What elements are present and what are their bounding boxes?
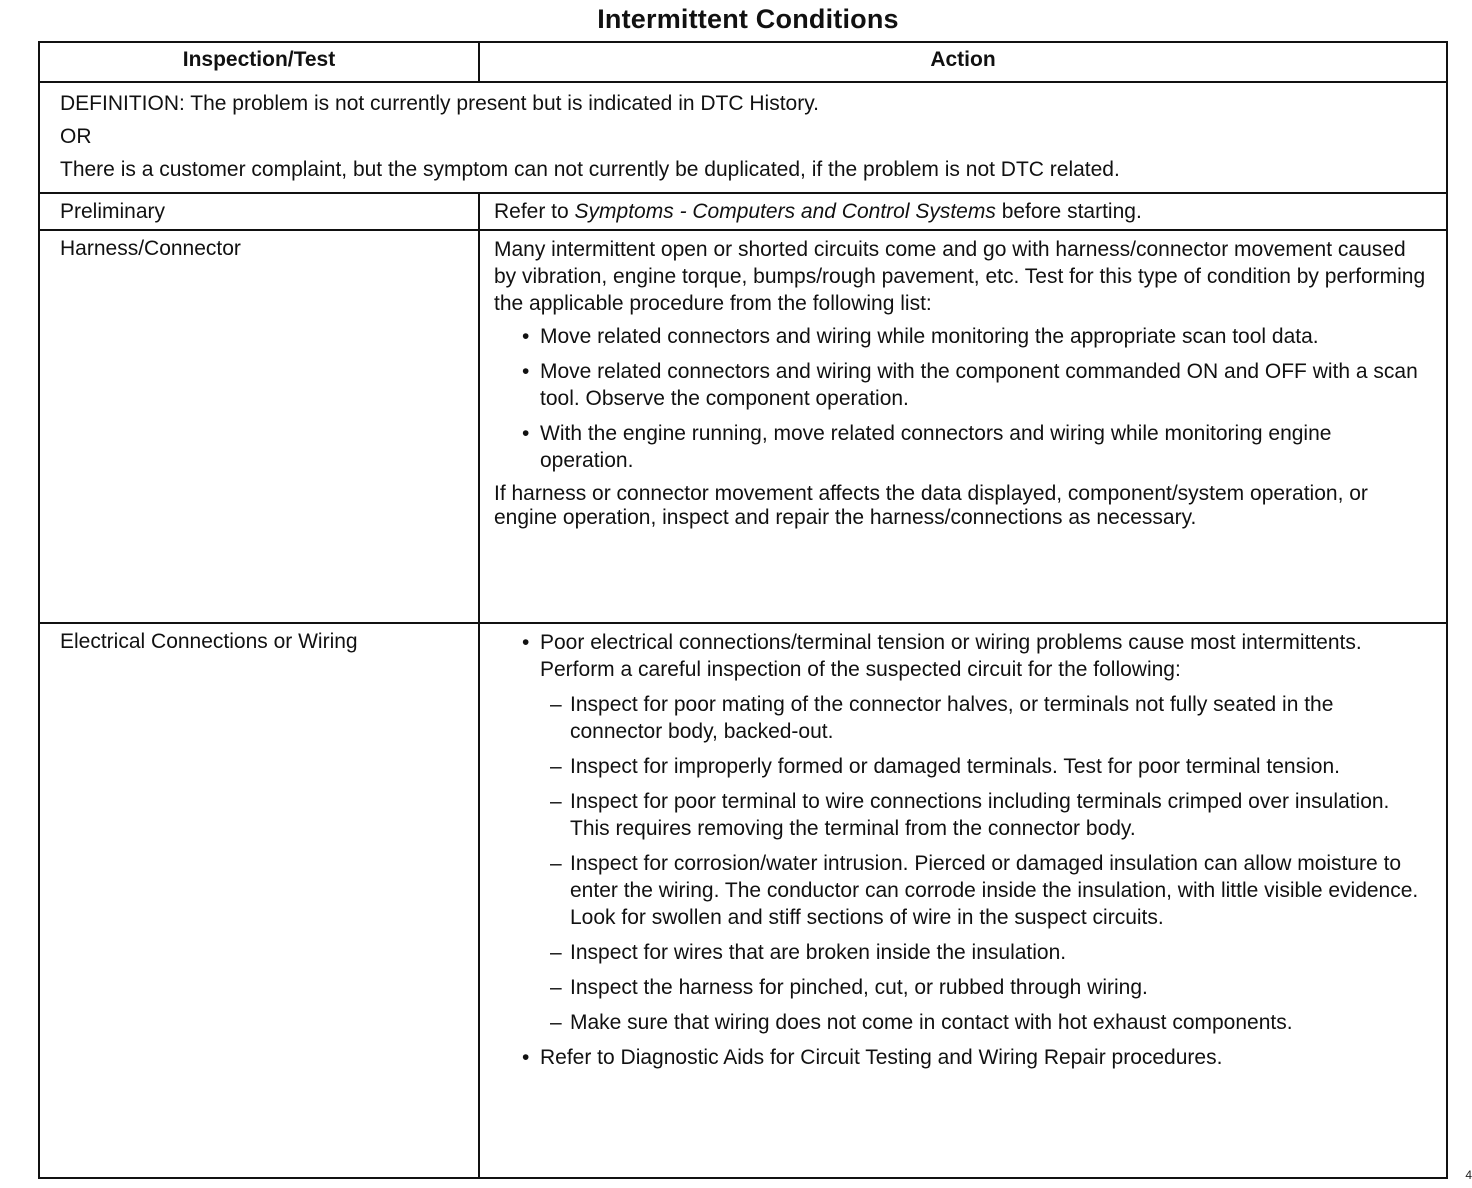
wiring-dash-text: Inspect for corrosion/water intrusion. Pierced or damaged insulation can allow moisture to enter the wiring. The conductor can corrode inside the insulation, with little visible evidence. Look for swollen and stiff sections of wire in the suspect circuits. [570,852,1419,929]
list-item [550,974,1426,1001]
electrical-connections-action [479,623,1447,1178]
preliminary-action-after: before starting. [995,200,1142,223]
wiring-dash-text: Make sure that wiring does not come in contact with hot exhaust components. [570,1011,1293,1034]
page-number: 4 [1465,1168,1472,1182]
bullet-icon: • [522,631,530,654]
list-item [550,850,1426,931]
table-header-row [39,42,1447,82]
harness-outro: If harness or connector movement affects the data displayed, component/system operation, or engine operation, inspect and repair the harness/connections as necessary. [494,482,1368,529]
table-row-electrical-connections [39,623,1447,1178]
list-item [550,691,1426,745]
preliminary-action [479,193,1447,230]
bullet-icon: • [522,325,530,348]
wiring-dash-text: Inspect for poor mating of the connector halves, or terminals not fully seated in the connector body, backed-out. [570,693,1334,743]
harness-bullet-text: With the engine running, move related connectors and wiring while monitoring engine operation. [540,422,1332,472]
wiring-bullet-text: Poor electrical connections/terminal tension or wiring problems cause most intermittents. Perform a careful inspection of the suspected circuit for the following: [540,631,1362,681]
dash-icon: – [550,755,562,778]
header-inspection-test: Inspection/Test [39,42,479,82]
wiring-dash-text: Inspect for wires that are broken inside the insulation. [570,941,1067,964]
list-item [550,753,1426,780]
dash-icon: – [550,693,562,716]
dash-icon: – [550,941,562,964]
list-item [522,1044,1426,1071]
definition-row [39,82,1447,193]
list-item [522,420,1426,474]
wiring-dash-text: Inspect for improperly formed or damaged terminals. Test for poor terminal tension. [570,755,1340,778]
table-row-harness-connector [39,230,1447,623]
wiring-dash-list [540,691,1426,1036]
preliminary-action-reference: Symptoms - Computers and Control Systems [574,200,996,223]
preliminary-label: Preliminary [39,193,479,230]
bullet-icon: • [522,422,530,445]
wiring-bullet-text: Refer to Diagnostic Aids for Circuit Testing and Wiring Repair procedures. [540,1046,1223,1069]
preliminary-action-before: Refer to [494,200,575,223]
definition-or: OR [60,125,92,148]
harness-intro: Many intermittent open or shorted circuits come and go with harness/connector movement caused by vibration, engine torque, bumps/rough pavement, etc. Test for this type of condition by performing the applicable procedure from the following list: [494,238,1426,315]
intermittent-conditions-table [38,41,1448,1179]
definition-line-3: There is a customer complaint, but the symptom can not currently be duplicated, if the problem is not DTC related. [60,158,1120,181]
definition-cell [39,82,1447,193]
bullet-icon: • [522,360,530,383]
header-action: Action [479,42,1447,82]
harness-bullet-text: Move related connectors and wiring while monitoring the appropriate scan tool data. [540,325,1319,348]
page-title: Intermittent Conditions [597,4,899,34]
dash-icon: – [550,1011,562,1034]
dash-icon: – [550,852,562,875]
harness-connector-action [479,230,1447,623]
wiring-dash-text: Inspect for poor terminal to wire connections including terminals crimped over insulation. This requires removing the terminal from the connector body. [570,790,1390,840]
list-item [522,358,1426,412]
list-item [550,939,1426,966]
list-item [550,1009,1426,1036]
dash-icon: – [550,790,562,813]
definition-line-1: DEFINITION: The problem is not currently present but is indicated in DTC History. [60,92,819,115]
dash-icon: – [550,976,562,999]
list-item [522,629,1426,1036]
harness-connector-label: Harness/Connector [39,230,479,623]
harness-bullet-list [494,323,1426,474]
electrical-connections-label: Electrical Connections or Wiring [39,623,479,1178]
list-item [522,323,1426,350]
list-item [550,788,1426,842]
bullet-icon: • [522,1046,530,1069]
harness-bullet-text: Move related connectors and wiring with the component commanded ON and OFF with a scan tool. Observe the component operation. [540,360,1418,410]
wiring-dash-text: Inspect the harness for pinched, cut, or rubbed through wiring. [570,976,1148,999]
wiring-bullet-list [494,629,1426,1071]
table-row-preliminary [39,193,1447,230]
